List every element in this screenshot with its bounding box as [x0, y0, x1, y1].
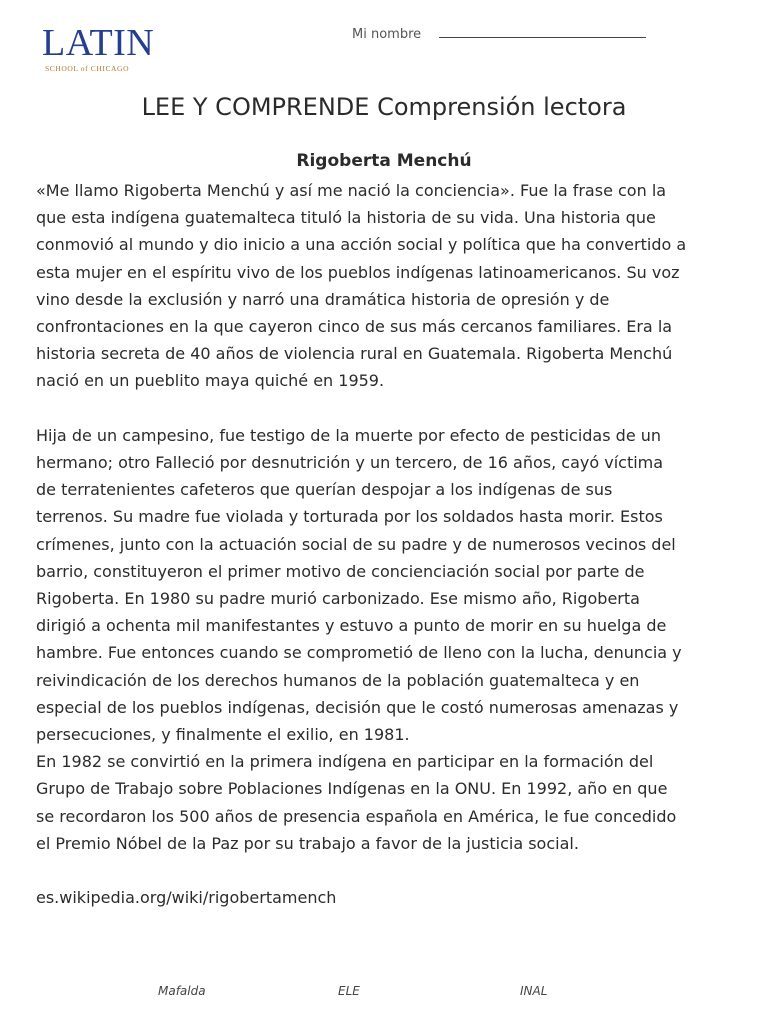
- article-line: reivindicación de los derechos humanos de la población guatemalteca y en: [36, 670, 640, 690]
- article-line: vino desde la exclusión y narró una dramática historia de opresión y de: [36, 289, 610, 309]
- article-line: es.wikipedia.org/wiki/rigobertamench: [36, 888, 337, 908]
- article-line: que esta indígena guatemalteca tituló la historia de su vida. Una historia que: [36, 208, 656, 228]
- school-logo: [42, 24, 166, 73]
- article-line: especial de los pueblos indígenas, decisión que le costó numerosas amenazas y: [36, 697, 679, 717]
- paragraph-spacer: [36, 395, 736, 422]
- name-label: Mi nombre: [352, 27, 422, 42]
- article-line: conmovió al mundo y dio inicio a una acción social y política que ha convertido a: [36, 235, 687, 255]
- article-line: «Me llamo Rigoberta Menchú y así me nació la conciencia». Fue la frase con la: [36, 181, 667, 200]
- article-line: Hija de un campesino, fue testigo de la muerte por efecto de pesticidas de un: [36, 425, 662, 445]
- logo-subtext: SCHOOL of CHICAGO: [45, 64, 130, 73]
- logo-text: LATIN: [42, 22, 155, 64]
- article-line: crímenes, junto con la actuación social de su padre y de numerosos vecinos del: [36, 534, 676, 554]
- article-line: hermano; otro Falleció por desnutrición y un tercero, de 16 años, cayó víctima: [36, 453, 664, 473]
- article-line: se recordaron los 500 años de presencia española en América, le fue concedido: [36, 806, 677, 826]
- footer-left-text: Mafalda: [158, 984, 206, 998]
- footer-center-text: ELE: [338, 984, 360, 998]
- name-field: [352, 25, 646, 42]
- article-title: Rigoberta Menchú: [296, 151, 472, 171]
- article-line: historia secreta de 40 años de violencia rural en Guatemala. Rigoberta Menchú: [36, 344, 673, 364]
- article-line: hambre. Fue entonces cuando se comprometió de lleno con la lucha, denuncia y: [36, 643, 682, 663]
- article-line: de terratenientes cafeteros que querían despojar a los indígenas de sus: [36, 480, 613, 500]
- article-body: [36, 177, 736, 911]
- article-line: el Premio Nóbel de la Paz por su trabajo a favor de la justicia social.: [36, 833, 579, 853]
- article-line: confrontaciones en la que cayeron cinco de sus más cercanos familiares. Era la: [36, 317, 673, 337]
- article-line: Rigoberta. En 1980 su padre murió carbonizado. Ese mismo año, Rigoberta: [36, 589, 640, 609]
- name-blank-line: [439, 25, 646, 38]
- article-line: terrenos. Su madre fue violada y torturada por los soldados hasta morir. Estos: [36, 507, 663, 527]
- article-line: barrio, constituyeron el primer motivo de concienciación social por parte de: [36, 561, 645, 581]
- paragraph-spacer: [36, 857, 736, 884]
- article-line: persecuciones, y finalmente el exilio, en 1981.: [36, 725, 410, 745]
- footer-right-text: INAL: [520, 984, 548, 998]
- article-line: esta mujer en el espíritu vivo de los pueblos indígenas latinoamericanos. Su voz: [36, 262, 680, 282]
- page-title: LEE Y COMPRENDE Comprensión lectora: [141, 93, 627, 121]
- article-line: dirigió a ochenta mil manifestantes y estuvo a punto de morir en su huelga de: [36, 616, 667, 636]
- article-line: En 1982 se convirtió en la primera indígena en participar en la formación del: [36, 752, 654, 772]
- article-line: Grupo de Trabajo sobre Poblaciones Indígenas en la ONU. En 1992, año en que: [36, 779, 668, 799]
- article-line: nació en un pueblito maya quiché en 1959.: [36, 371, 385, 391]
